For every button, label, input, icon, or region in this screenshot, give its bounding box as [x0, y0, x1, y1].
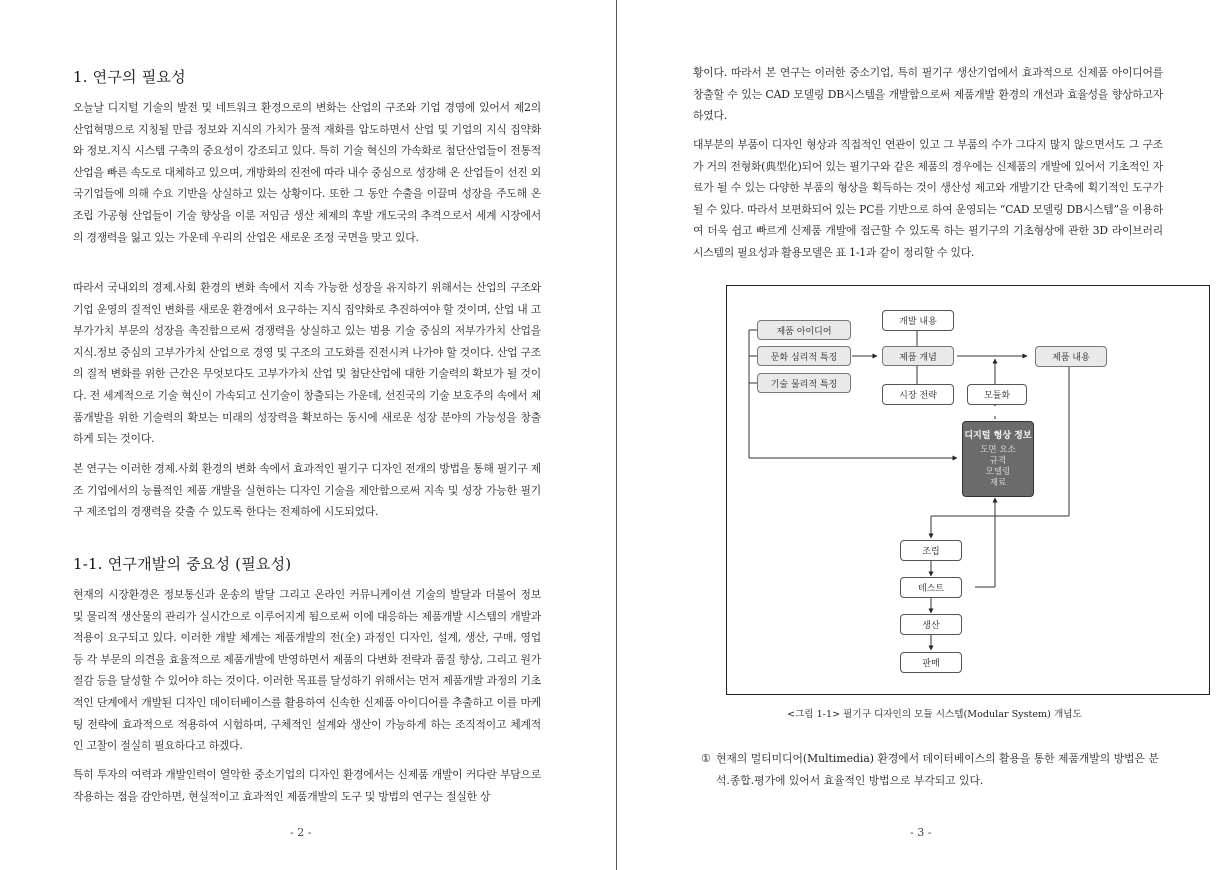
input-technical-physical: 기술 물리적 특징: [757, 373, 851, 393]
node-dev-content: 개발 내용: [882, 310, 954, 331]
subsection-heading: 1-1. 연구개발의 중요성 (필요성): [73, 555, 292, 573]
footnote: [701, 748, 1171, 791]
paragraph-5: 특히 투자의 여력과 개발인력이 열악한 중소기업의 디자인 환경에서는 신제품 개발이 커다란 부담으로 작용하는 점을 감안하면, 현실적이고 효과적인 제품개발의 도구 및 방법의 연구는 절실한 상: [73, 768, 541, 803]
node-digital-shape-info: [962, 421, 1034, 497]
digital-shape-item: 재료: [989, 478, 1007, 488]
page-number: - 3 -: [910, 826, 932, 839]
node-modularization: 모듈화: [967, 384, 1027, 405]
section-heading: 1. 연구의 필요성: [73, 68, 186, 86]
digital-shape-item: 모델링: [985, 467, 1011, 477]
paragraph-4: 현재의 시장환경은 정보통신과 운송의 발달 그리고 온라인 커뮤니케이션 기술의 발달과 더불어 정보 및 물리적 생산물의 관리가 실시간으로 이루어지게 됨으로써 이에 대응하는 제품개발 시스템의 개발과 적용이 요구되고 있다. 이러한 개발 체계는 제품개발의 전(全) 과정인 디자인, 설계, 생산, 구매, 영업 등 각 부문의 의견을 효율적으로 제품개발에 반영하면서 제품의 다변화 전략과 품질 향상, 그리고 원가 절감 등을 달성할 수 있어야 하는 것이다. 이러한 목표를 달성하기 위해서는 먼저 제품개발 과정의 기초적인 단계에서 개발된 디자인 데이터베이스를 활용하여 신속한 신제품 아이디어를 추출하고 이를 마케팅 전략에 효과적으로 적용하여 시험하며, 구체적인 설계와 생산이 가능하게 하는 조직적이고 체계적인 고찰이 절실히 필요하다고 하겠다.: [73, 588, 541, 753]
paragraph-2: 따라서 국내외의 경제.사회 환경의 변화 속에서 지속 가능한 성장을 유지하기 위해서는 산업의 구조와 기업 운영의 질적인 변화를 새로운 환경에서 요구하는 지식 집약화로 추진하여야 할 것이며, 산업 내 고부가가치 부문의 성장을 촉진함으로써 경쟁력을 상실하고 있는 범용 기술 중심의 저부가가치 산업을 지식.정보 중심의 고부가가치 산업으로 경영 및 구조의 고도화를 진전시켜 나가야 할 것이다. 산업 구조의 질적 변화를 위한 근간은 무엇보다도 고부가가치 산업 및 첨단산업에 대한 기술력의 확보가 될 것이다. 전 세계적으로 기술 혁신이 가속되고 신기술이 창출되는 가운데, 선진국의 기술 보호주의 속에서 제품개발을 위한 기술력의 확보는 미래의 성장력을 확보하는 동시에 새로운 성장 분야의 가능성을 창출하게 되는 것이다.: [73, 281, 541, 446]
node-product-concept: 제품 개념: [882, 346, 954, 366]
right-page: [617, 0, 1232, 870]
node-market-strategy: 시장 전략: [882, 384, 954, 405]
digital-shape-item: 도면 요소: [980, 445, 1016, 455]
modular-system-diagram: [726, 285, 1210, 695]
digital-shape-item: 규격: [989, 456, 1007, 466]
process-test: 테스트: [900, 577, 962, 598]
figure-caption: <그림 1-1> 필기구 디자인의 모듈 시스템(Modular System) 개념도: [787, 709, 1082, 720]
node-product-content: 제품 내용: [1035, 346, 1107, 367]
paragraph-1: 황이다. 따라서 본 연구는 이러한 중소기업, 특히 필기구 생산기업에서 효과적으로 신제품 아이디어를 창출할 수 있는 CAD 모델링 DB시스템을 개발함으로써 제품개발 환경의 개선과 효율성을 향상하고자 하였다.: [693, 66, 1163, 123]
process-sales: 판매: [900, 652, 962, 673]
input-product-idea: 제품 아이디어: [757, 320, 851, 340]
process-production: 생산: [900, 614, 962, 635]
paragraph-3: 본 연구는 이러한 경제.사회 환경의 변화 속에서 효과적인 필기구 디자인 전개의 방법을 통해 필기구 제조 기업에서의 능률적인 제품 개발을 실현하는 디자인 기술을 제안함으로써 지속 및 성장 가능한 필기구 제조업의 경쟁력을 갖출 수 있도록 한다는 전제하에 시도되었다.: [73, 462, 541, 519]
page-number: - 2 -: [290, 826, 312, 839]
note-text: 현재의 멀티미디어(Multimedia) 환경에서 데이터베이스의 활용을 통한 제품개발의 방법은 분석.종합.평가에 있어서 효율적인 방법으로 부각되고 있다.: [716, 752, 1159, 787]
paragraph-2: 대부분의 부품이 디자인 형상과 직접적인 연관이 있고 그 부품의 수가 그다지 많지 않으면서도 그 구조가 거의 전형화(典型化)되어 있는 필기구와 같은 제품의 경우에는 신제품의 개발에 있어서 기초적인 자료가 될 수 있는 다양한 부품의 형상을 획득하는 것이 생산성 제고와 개발기간 단축에 획기적인 도구가 될 수 있다. 따라서 보편화되어 있는 PC를 기반으로 하여 운영되는 “CAD 모델링 DB시스템”을 이용하여 더욱 쉽고 빠르게 신제품 개발에 접근할 수 있도록 하는 필기구의 기초형상에 관한 3D 라이브러리 시스템의 필요성과 활용모델은 표 1-1과 같이 정리할 수 있다.: [693, 138, 1163, 259]
note-mark: ①: [701, 752, 711, 765]
digital-shape-title: 디지털 형상 정보: [964, 431, 1032, 441]
process-assembly: 조립: [900, 540, 962, 561]
input-cultural-psychological: 문화 심리적 특징: [757, 346, 851, 366]
paragraph-1: 오늘날 디지털 기술의 발전 및 네트워크 환경으로의 변화는 산업의 구조와 기업 경영에 있어서 제2의 산업혁명으로 지칭될 만큼 정보와 지식의 가치가 물적 재화를 압도하면서 산업 및 기업의 지식 집약화와 정보.지식 시스템 구축의 중요성이 강조되고 있다. 특히 기술 혁신의 가속화로 첨단산업들이 전통적 산업을 빠른 속도로 대체하고 있으며, 개방화의 진전에 따라 내수 중심으로 성장해 온 산업들이 선진 외국기업들에 의해 수요 기반을 상실하고 있는 상황이다. 또한 그 동안 수출을 이끌며 성장을 주도해 온 조립 가공형 산업들이 기술 향상을 이룬 저임금 생산 체제의 후발 개도국의 추격으로서 세계 시장에서의 경쟁력을 잃고 있는 가운데 우리의 산업은 새로운 조정 국면을 맞고 있다.: [73, 101, 541, 244]
